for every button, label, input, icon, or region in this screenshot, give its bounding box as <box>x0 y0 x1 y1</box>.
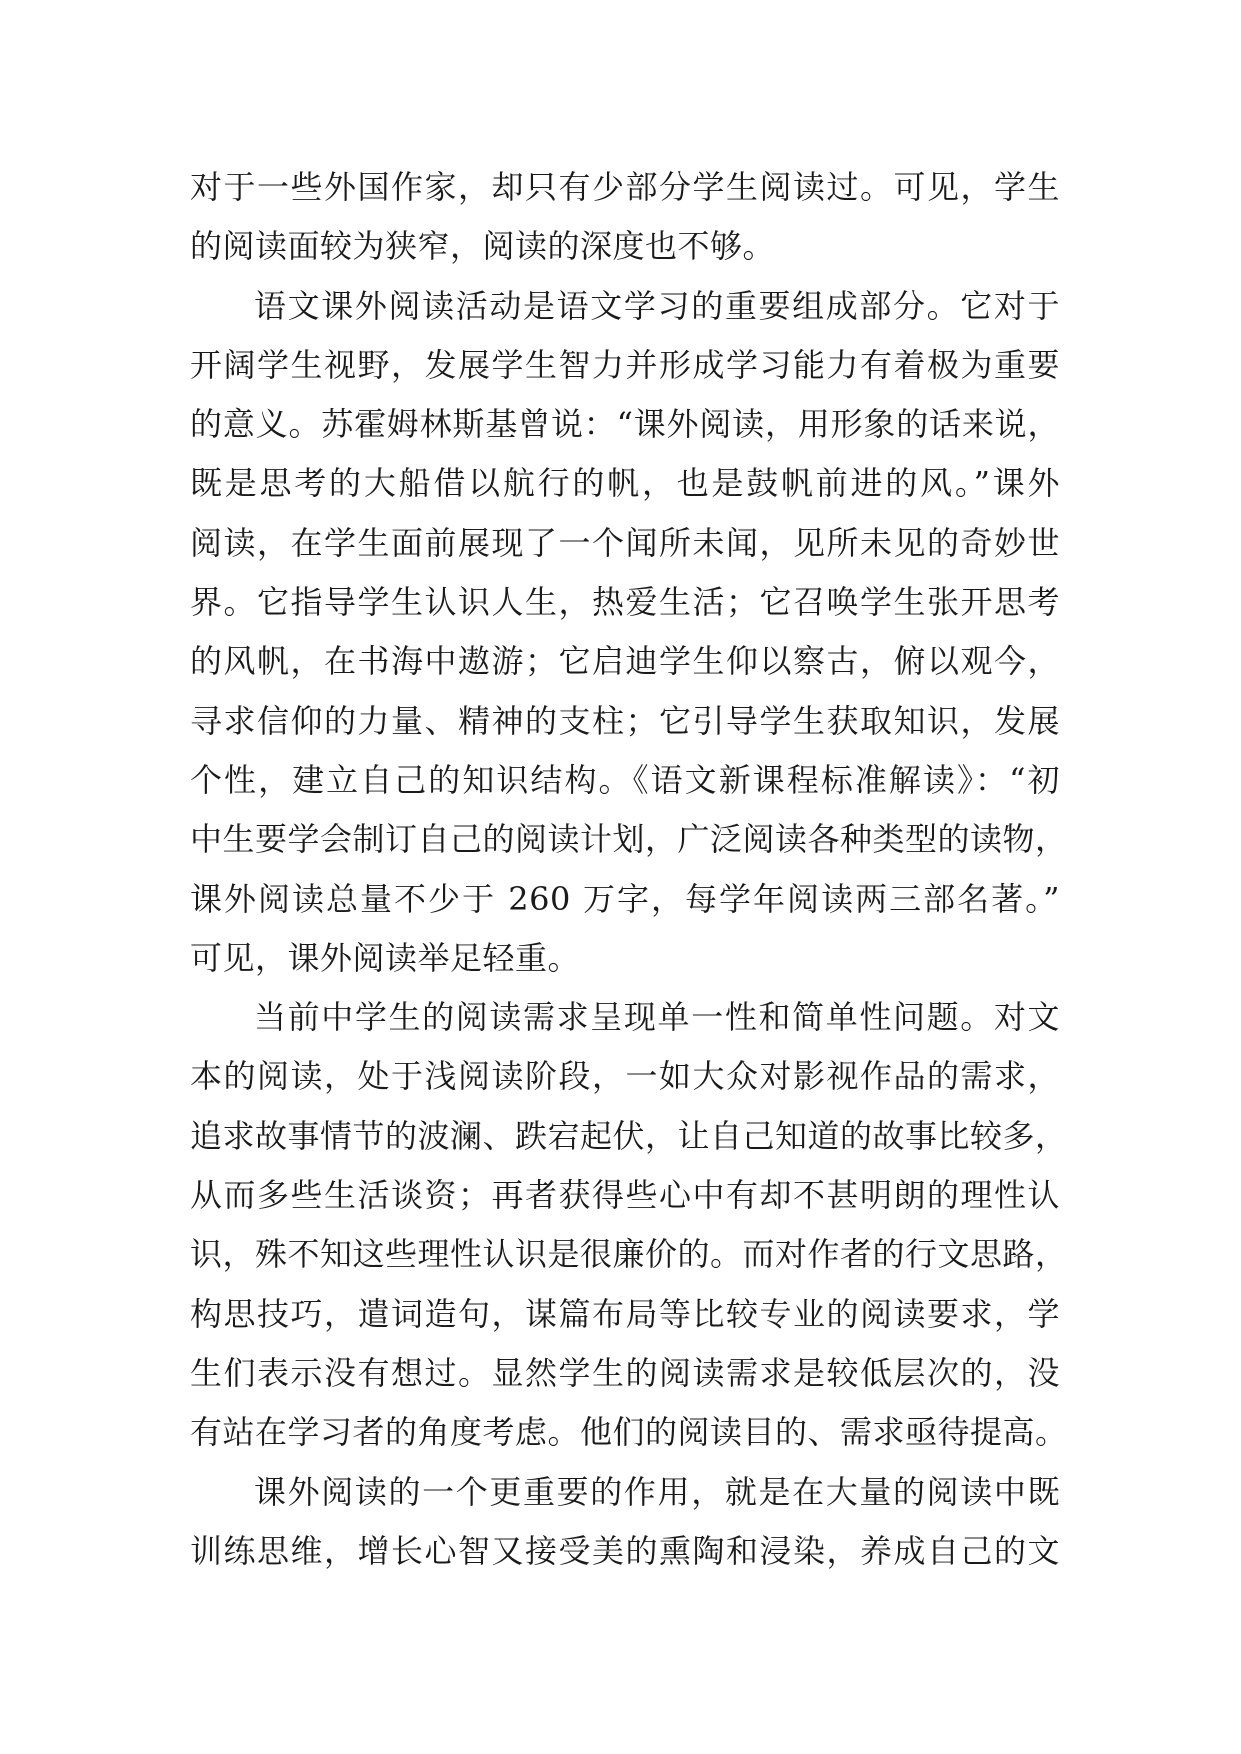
text-line: 课外阅读总量不少于 260 万字，每学年阅读两三部名著。” <box>190 879 1060 918</box>
text-line: 课外阅读的一个更重要的作用，就是在大量的阅读中既 <box>254 1472 1060 1511</box>
text-line: 生们表示没有想过。显然学生的阅读需求是较低层次的，没 <box>190 1353 1060 1392</box>
text-line: 构思技巧，遣词造句，谋篇布局等比较专业的阅读要求，学 <box>190 1294 1060 1333</box>
text-line: 的意义。苏霍姆林斯基曾说：“课外阅读，用形象的话来说， <box>190 405 1060 444</box>
text-line: 有站在学习者的角度考虑。他们的阅读目的、需求亟待提高。 <box>190 1413 1068 1452</box>
text-line: 既是思考的大船借以航行的帆，也是鼓帆前进的风。”课外 <box>190 464 1060 503</box>
text-line: 中生要学会制订自己的阅读计划，广泛阅读各种类型的读物， <box>190 820 1068 859</box>
text-line: 的风帆，在书海中遨游；它启迪学生仰以察古，俯以观今， <box>190 642 1060 681</box>
text-line: 本的阅读，处于浅阅读阶段，一如大众对影视作品的需求， <box>190 1057 1060 1096</box>
text-line: 对于一些外国作家，却只有少部分学生阅读过。可见，学生 <box>190 168 1060 206</box>
text-line: 界。它指导学生认识人生，热爱生活；它召唤学生张开思考 <box>190 583 1060 622</box>
text-line: 开阔学生视野，发展学生智力并形成学习能力有着极为重要 <box>190 345 1060 384</box>
text-line: 可见，课外阅读举足轻重。 <box>190 938 581 977</box>
text-line: 寻求信仰的力量、精神的支柱；它引导学生获取知识，发展 <box>190 701 1060 740</box>
text-line: 训练思维，增长心智又接受美的熏陶和浸染，养成自己的文 <box>190 1531 1060 1570</box>
body-text <box>190 158 1068 1581</box>
text-line: 从而多些生活谈资；再者获得些心中有却不甚明朗的理性认 <box>190 1176 1060 1215</box>
text-line: 的阅读面较为狭窄，阅读的深度也不够。 <box>190 227 776 266</box>
text-line: 识，殊不知这些理性认识是很廉价的。而对作者的行文思路， <box>190 1235 1068 1274</box>
text-line: 语文课外阅读活动是语文学习的重要组成部分。它对于 <box>254 286 1060 325</box>
text-line: 追求故事情节的波澜、跌宕起伏，让自己知道的故事比较多， <box>190 1116 1068 1155</box>
text-line: 阅读，在学生面前展现了一个闻所未闻，见所未见的奇妙世 <box>190 523 1060 562</box>
text-line: 当前中学生的阅读需求呈现单一性和简单性问题。对文 <box>254 998 1060 1037</box>
text-line: 个性，建立自己的知识结构。《语文新课程标准解读》：“初 <box>190 760 1060 799</box>
